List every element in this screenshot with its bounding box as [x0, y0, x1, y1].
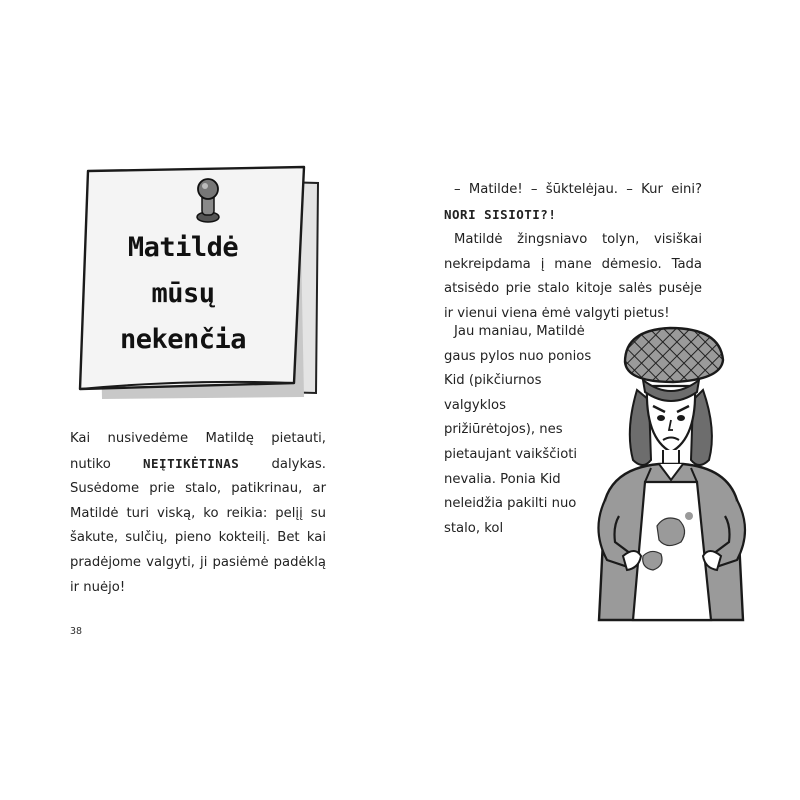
sticky-note: [68, 165, 328, 405]
dialogue-part-1: – Matilde! – šūktelėjau. – Kur eini?: [454, 182, 702, 197]
note-title-line-3: nekenčia: [119, 324, 247, 355]
narrow-line: gaus pylos nuo ponios: [444, 348, 592, 364]
right-page: [400, 0, 800, 800]
dialogue-line: [444, 178, 702, 228]
apron-stain: [657, 518, 685, 546]
left-paragraph: [70, 427, 326, 600]
narrow-line: stalo, kol: [444, 520, 504, 536]
narrow-line: Jau maniau, Matildė: [454, 324, 585, 339]
push-pin-icon: [188, 177, 228, 227]
apron: [633, 482, 711, 620]
left-paragraph-part-2: dalykas. Susėdome prie stalo, patikrinau, ar Matildė turi viską, ko reikia: pelįį su šakute, sulčių, pieno kokteilį. Bet kai pradėjome valgyti, ji pasiėmė padėklą ir nuėjo!: [70, 456, 326, 595]
lunch-lady-illustration: [585, 320, 765, 630]
note-title-line-2: mūsų: [151, 278, 215, 309]
left-paragraph-part-1: Kai nusivedėme Matildę pietauti, nutiko: [70, 431, 326, 472]
note-title-line-1: Matildė: [127, 232, 239, 263]
right-paragraph-narrow: [444, 320, 604, 541]
left-paragraph-emphasis: NEĮTIKĖTINAS: [143, 455, 240, 471]
dialogue-emphasis: NORI SISIOTI?!: [444, 206, 557, 222]
note-title: [68, 225, 298, 363]
narrow-line: prižiūrėtojos), nes: [444, 422, 563, 438]
narrow-line: nevalia. Ponia Kid: [444, 471, 561, 487]
page-number: 38: [70, 626, 83, 637]
narrow-line: pietaujant vaikščioti: [444, 446, 578, 462]
right-paragraph-top: [444, 178, 702, 327]
narrow-line: Kid (pikčiurnos valgyklos: [444, 373, 542, 413]
hat: [625, 328, 723, 382]
paragraph-2: Matildė žingsniavo tolyn, visiškai nekreipdama į mane dėmesio. Tada atsisėdo prie stalo kitoje salės pusėje ir vienui viena ėmė valgyti pietus!: [444, 232, 702, 321]
narrow-line: neleidžia pakilti nuo: [444, 496, 577, 512]
